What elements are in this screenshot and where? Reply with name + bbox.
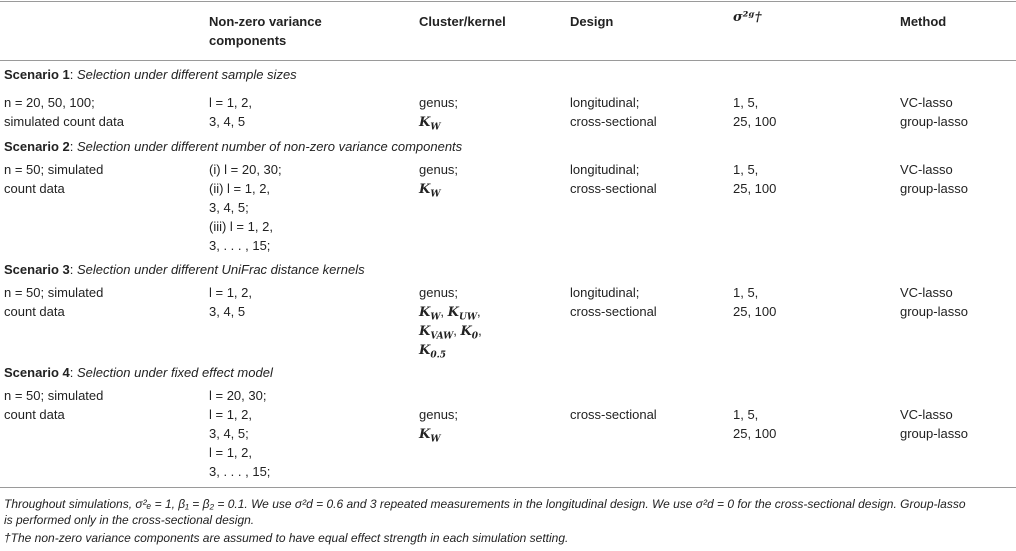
cell-kernel-s4 [419,405,458,443]
cell-line: simulated count data [4,114,124,129]
cell-line: l = 1, 2, [209,95,252,110]
scenario-description: Selection under fixed effect model [77,365,273,380]
scenario-title-3: Scenario 3: Selection under different UniFrac distance kernels [4,262,365,277]
cell-line: 25, 100 [733,114,777,129]
scenario-label: Scenario 2 [4,139,70,154]
cell-line: 3, . . . , 15; [209,238,271,253]
cell-components-s3 [209,283,252,321]
cell-line: $K_W$ [419,427,441,445]
cell-line: longitudinal; [570,95,640,110]
cell-sigma-s2 [733,160,776,198]
header-method: Method [900,14,947,29]
cell-kernel-s2 [419,160,458,198]
cell-kernel-s3 [419,283,482,359]
scenario-title-4: Scenario 4: Selection under fixed effect model [4,365,273,380]
cell-line: 3, 4, 5 [209,114,246,129]
footnote-2: is performed only in the cross-sectional design. [4,513,255,527]
cell-line: cross-sectional [570,304,657,319]
header-components: Non-zero variance components [209,14,322,48]
cell-line: genus; [419,162,459,177]
cell-line: $K_W$ [419,115,441,133]
cell-line: longitudinal; [570,285,640,300]
cell-line: 25, 100 [733,426,777,441]
header-kernel: Cluster/kernel [419,14,506,29]
cell-line: VC-lasso [900,407,953,422]
table-bottom-rule [0,487,1016,488]
cell-line: (iii) l = 1, 2, [209,219,273,234]
cell-line: group-lasso [900,114,968,129]
cell-method-s3 [900,283,968,321]
scenario-title-2: Scenario 2: Selection under different number of non-zero variance components [4,139,463,154]
cell-line: 3, 4, 5; [209,200,249,215]
scenario-description: Selection under different sample sizes [77,67,297,82]
table-top-rule [0,1,1016,2]
cell-design-s2 [570,160,657,198]
cell-n-s4 [4,386,103,424]
scenario-label: Scenario 4 [4,365,70,380]
cell-line: 1, 5, [733,162,759,177]
footnote-dagger: †The non-zero variance components are assumed to have equal effect strength in each simulation setting. [4,531,569,545]
cell-line: (ii) l = 1, 2, [209,181,271,196]
cell-line: VC-lasso [900,95,953,110]
cell-line: $K_{0.5}$ [419,343,446,361]
cell-method-s2 [900,160,968,198]
cell-line: n = 50; simulated [4,388,104,403]
cell-method-s4 [900,405,968,443]
cell-line: l = 1, 2, [209,407,252,422]
cell-line: l = 20, 30; [209,388,267,403]
cell-design-s3 [570,283,657,321]
scenario-label: Scenario 1 [4,67,70,82]
cell-line: n = 20, 50, 100; [4,95,95,110]
cell-n-s3 [4,283,103,321]
cell-line: $K_W$ [419,182,441,200]
cell-line: count data [4,181,65,196]
cell-line: genus; [419,285,459,300]
cell-method-s1 [900,93,968,131]
header-bottom-rule [0,60,1016,61]
cell-line: 1, 5, [733,285,759,300]
cell-line: 3, 4, 5; [209,426,249,441]
cell-kernel-s1 [419,93,458,131]
scenario-label: Scenario 3 [4,262,70,277]
scenario-description: Selection under different number of non-zero variance components [77,139,463,154]
cell-sigma-s1 [733,93,776,131]
cell-line: cross-sectional [570,407,657,422]
cell-line: 3, 4, 5 [209,304,246,319]
cell-line: cross-sectional [570,181,657,196]
cell-line: group-lasso [900,181,968,196]
header-design: Design [570,14,614,29]
cell-design-s1 [570,93,657,131]
cell-line: count data [4,407,65,422]
cell-line: group-lasso [900,304,968,319]
cell-design-s4 [570,405,657,424]
cell-line: l = 1, 2, [209,445,252,460]
cell-line: cross-sectional [570,114,657,129]
cell-line: 1, 5, [733,407,759,422]
cell-line: $K_{VAW}$, $K_0$, [419,323,482,342]
cell-components-s1 [209,93,252,131]
cell-line: 3, . . . , 15; [209,464,271,479]
cell-line: genus; [419,95,459,110]
cell-components-s4 [209,386,270,481]
cell-line: 25, 100 [733,304,777,319]
cell-line: 25, 100 [733,181,777,196]
cell-line: l = 1, 2, [209,285,252,300]
scenario-title-1: Scenario 1: Selection under different sample sizes [4,67,297,82]
footnote-1: Throughout simulations, σ²ₑ = 1, β₁ = β₂ = 0.1. We use σ²d = 0.6 and 3 repeated measurements in the longitudinal design. We use σ²d = 0 for the cross-sectional design. Group-lasso [4,497,966,511]
cell-line: $K_W$, $K_{UW}$, [419,304,481,323]
scenario-description: Selection under different UniFrac distance kernels [77,262,365,277]
cell-components-s2 [209,160,282,255]
header-sigma: σ²ᵍ† [733,10,762,25]
cell-line: longitudinal; [570,162,640,177]
cell-n-s2 [4,160,103,198]
cell-line: count data [4,304,65,319]
cell-line: VC-lasso [900,162,953,177]
cell-sigma-s3 [733,283,776,321]
cell-line: genus; [419,407,459,422]
cell-n-s1 [4,93,124,131]
cell-line: VC-lasso [900,285,953,300]
cell-sigma-s4 [733,405,776,443]
cell-line: n = 50; simulated [4,162,104,177]
cell-line: (i) l = 20, 30; [209,162,282,177]
cell-line: group-lasso [900,426,968,441]
cell-line: n = 50; simulated [4,285,104,300]
cell-line: 1, 5, [733,95,759,110]
